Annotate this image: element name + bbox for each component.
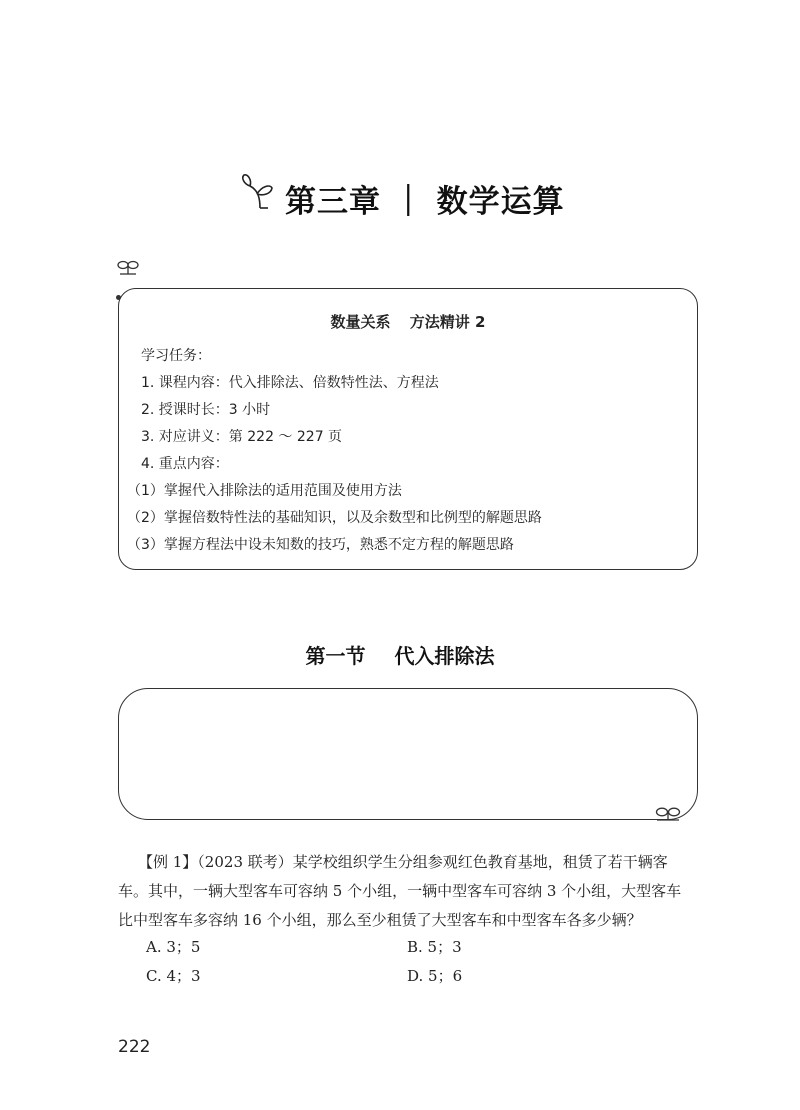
sprout-small-icon (654, 804, 682, 822)
key-point: （1）掌握代入排除法的适用范围及使用方法 (127, 483, 402, 499)
question-line: 【例 1】（2023 联考）某学校组织学生分组参观红色教育基地，租赁了若干辆客 (138, 853, 668, 871)
sprout-small-icon (116, 258, 140, 276)
question-line: 比中型客车多容纳 16 个小组，那么至少租赁了大型客车和中型客车各多少辆？ (118, 911, 642, 929)
key-point: （3）掌握方程法中设未知数的技巧，熟悉不定方程的解题思路 (127, 537, 514, 553)
task-title-main: 数量关系 (330, 313, 391, 331)
task-title-sub: 方法精讲 2 (409, 313, 486, 331)
task-heading: 学习任务： (141, 348, 211, 364)
notes-box (118, 688, 698, 820)
learning-task-box (118, 288, 698, 570)
task-item: 3. 对应讲义：第 222 ～ 227 页 (141, 429, 343, 445)
task-item: 4. 重点内容： (141, 456, 229, 472)
section-number: 第一节 (305, 644, 366, 668)
option-b: B. 5；3 (407, 938, 462, 956)
task-box-title (119, 311, 697, 332)
option-a: A. 3；5 (146, 938, 201, 956)
chapter-title: 第三章 ｜ 数学运算 (285, 184, 565, 220)
section-title (0, 640, 800, 669)
section-name: 代入排除法 (394, 644, 495, 668)
page-number: 222 (118, 1037, 151, 1057)
key-point: （2）掌握倍数特性法的基础知识，以及余数型和比例型的解题思路 (127, 510, 542, 526)
sprout-icon (238, 172, 278, 212)
option-d: D. 5；6 (407, 967, 463, 985)
option-c: C. 4；3 (146, 967, 201, 985)
task-item: 1. 课程内容：代入排除法、倍数特性法、方程法 (141, 375, 439, 391)
question-line: 车。其中，一辆大型客车可容纳 5 个小组，一辆中型客车可容纳 3 个小组，大型客车 (118, 882, 682, 900)
task-item: 2. 授课时长：3 小时 (141, 402, 271, 418)
chapter-header (0, 172, 800, 228)
